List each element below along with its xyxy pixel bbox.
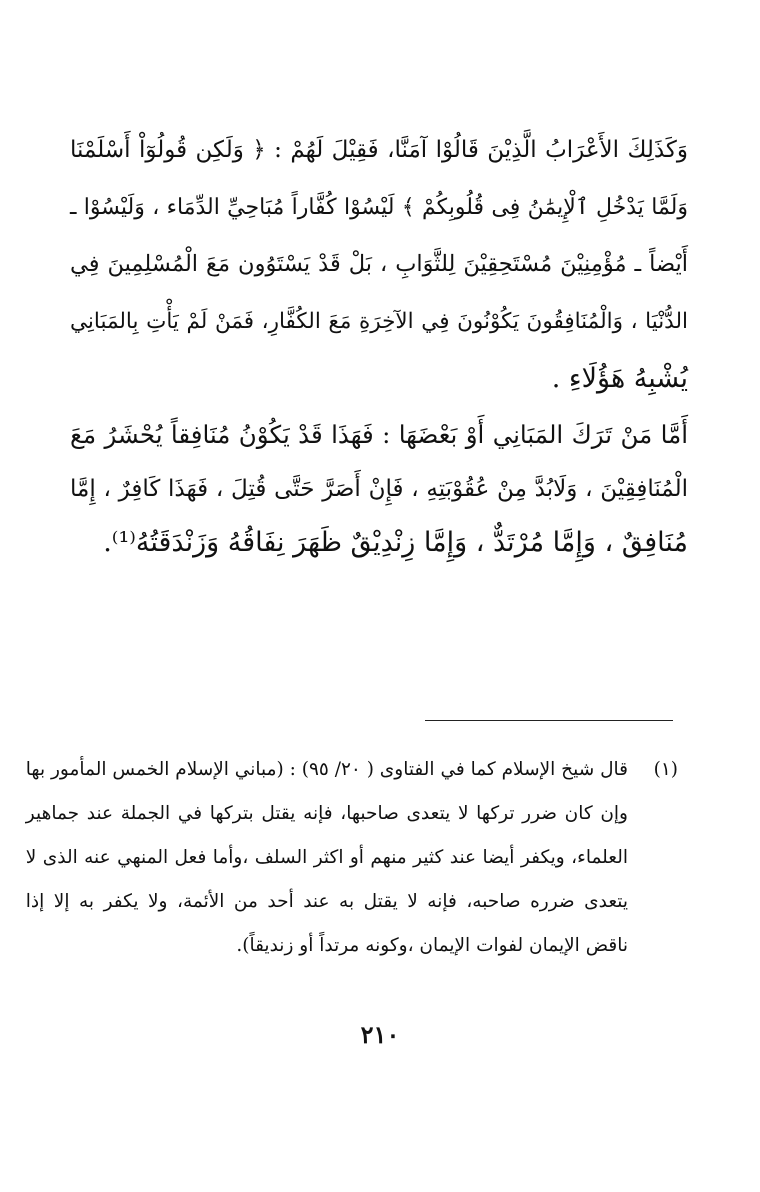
page-number: ٢١٠ — [360, 1020, 400, 1049]
text-line: وَكَذَلِكَ الأَعْرَابُ الَّذِيْنَ قَالُوْا آمَنَّا، فَقِيْلَ لَهُمْ : ﴿ وَلَكِن قُولُوٓاْ أَسْلَمْنَا — [70, 137, 688, 163]
footnote-number: (١) — [653, 759, 678, 780]
text-line: يُشْبِهُ هَؤُلَاءِ . — [551, 363, 688, 394]
footnote-line: ناقض الإيمان لفوات الإيمان ،وكونه مرتداً أو زنديقاً). — [236, 935, 628, 956]
footnote-line: قال شيخ الإسلام كما في الفتاوى ( ٢٠/ ٩٥) : (مباني الإسلام الخمس المأمور بها — [25, 759, 628, 780]
footnote — [25, 748, 678, 968]
text-line: وَلَمَّا يَدْخُلِ ٱلْإِيمَٰنُ فِى قُلُوبِكُمْ ﴾ لَيْسُوْا كُفَّاراً مُبَاحِيِّ الدِّمَاء ، وَلَيْسُوْا ـ — [70, 195, 688, 220]
paragraph-1 — [70, 122, 688, 407]
footnote-divider — [425, 720, 673, 721]
paragraph-2 — [70, 408, 688, 570]
text-line: مُنَافِقٌ ، وَإِمَّا مُرْتَدٌّ ، وَإِمَّا زِنْدِيْقٌ ظَهَرَ نِفَاقُهُ وَزَنْدَقَتُهُ⁽¹⁾. — [103, 527, 688, 558]
text-line: الدُّنْيَا ، وَالْمُنَافِقُونَ يَكُوْنُونَ فِي الآخِرَةِ مَعَ الكُفَّارِ، فَمَنْ لَمْ يَأْتِ بِالمَبَانِي — [70, 309, 688, 334]
text-line: الْمُنَافِقِيْنَ ، وَلَابُدَّ مِنْ عُقُوْبَتِهِ ، فَإِنْ أَصَرَّ حَتَّى قُتِلَ ، فَهَذَا كَافِرٌ ، إِمَّا — [70, 476, 688, 502]
footnote-line: العلماء، ويكفر أيضا عند كثير منهم أو اكثر السلف ،وأما فعل المنهي عنه الذى لا — [25, 847, 628, 868]
footnote-body — [26, 748, 628, 968]
text-line: أَيْضاً ـ مُؤْمِنِيْنَ مُسْتَحِقِيْنَ لِلثَّوَابِ ، بَلْ قَدْ يَسْتَوُون مَعَ الْمُسْلِمِينَ فِي — [70, 251, 688, 277]
footnote-line: يتعدى ضرره صاحبه، فإنه لا يقتل به عند أحد من الأئمة، ولا يكفر به إلا إذا — [25, 891, 628, 912]
footnote-line: وإن كان ضرر تركها لا يتعدى صاحبها، فإنه يقتل بتركها في الجملة عند جماهير — [25, 803, 628, 824]
text-line: أَمَّا مَنْ تَرَكَ المَبَانِي أَوْ بَعْضَهَا : فَهَذَا قَدْ يَكُوْنُ مُنَافِقاً يُحْشَرُ مَعَ — [70, 420, 688, 449]
footnote-row — [25, 748, 678, 968]
